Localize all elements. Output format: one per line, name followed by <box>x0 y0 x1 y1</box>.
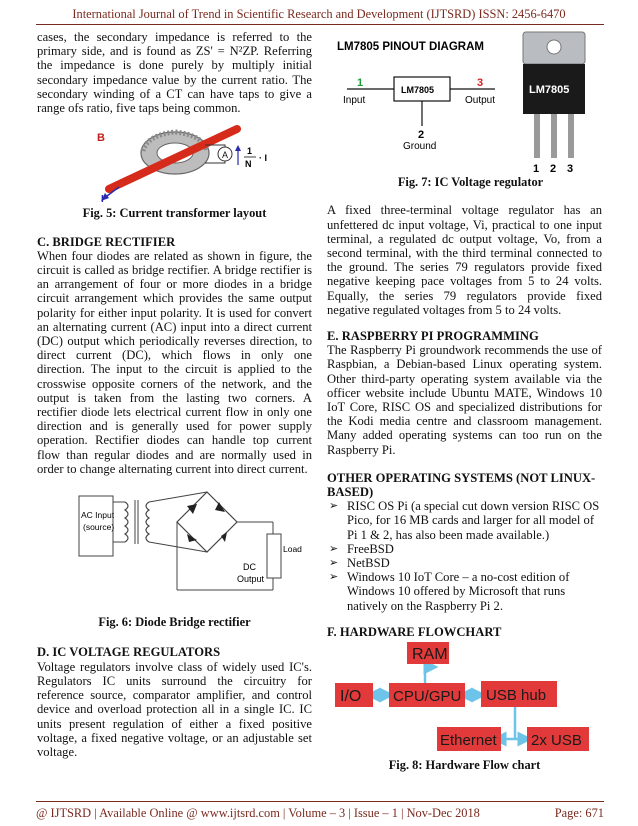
fig8-caption: Fig. 8: Hardware Flow chart <box>388 758 541 773</box>
hardware-flowchart <box>327 639 602 755</box>
leg-label-2: 2 <box>550 163 557 175</box>
ratio-suffix: · I <box>259 153 267 164</box>
svg-text:USB hub: USB hub <box>486 687 547 705</box>
pin3-name: Output <box>465 95 496 106</box>
section-d-title: D. IC VOLTAGE REGULATORS <box>37 645 221 660</box>
label-b: B <box>97 132 105 145</box>
svg-text:2x USB: 2x USB <box>531 732 582 750</box>
intro-paragraph: cases, the secondary impedance is referred to the primary side, and is found as ZS' = N²ZP. Referring the impedance is done purely by multiply initial secondary impedance value by the current ratio. The secondary winding of a CT can have taps to give a range ofs ratio, five taps being common. <box>37 30 312 116</box>
other-os-title: OTHER OPERATING SYSTEMS (NOT LINUX-BASED) <box>327 470 596 500</box>
dc-label: DC <box>243 562 256 573</box>
load-resistor <box>267 522 302 590</box>
fig8-figure <box>327 639 602 772</box>
fig7-figure <box>327 30 602 189</box>
pin3-number: 3 <box>477 77 484 89</box>
section-e-body: The Raspberry Pi groundwork recommends the use of Raspbian, a Debian-based Linux operating system. Other third-party operating system available via the officer website include Ubuntu MATE, Windows 10 IoT Core, RISC OS and specialized distributions for the Kodi media centre and classroom management. Many added operating systems can too run on the Raspberry Pi. <box>327 343 602 457</box>
list-item: ➢ FreeBSD <box>347 542 602 556</box>
section-e-title: E. RASPBERRY PI PROGRAMMING <box>327 329 539 344</box>
node-ram <box>407 642 449 664</box>
left-column <box>37 30 312 759</box>
os-list <box>327 499 602 613</box>
node-cpu <box>389 683 465 707</box>
load-label: Load <box>283 544 302 555</box>
pin1-number: 1 <box>357 77 364 89</box>
node-io <box>335 683 373 707</box>
header-rule <box>36 24 604 25</box>
fig6-caption: Fig. 6: Diode Bridge rectifier <box>98 615 251 630</box>
section-f-title: F. HARDWARE FLOWCHART <box>327 624 502 639</box>
ammeter-label: A <box>222 150 229 161</box>
node-2x-usb <box>527 727 589 751</box>
diode-bridge-diagram <box>37 482 312 612</box>
ac-source-label: (source) <box>83 522 115 533</box>
ac-source <box>79 496 115 556</box>
pinout-title: LM7805 PINOUT DIAGRAM <box>337 41 484 53</box>
page-number: Page: 671 <box>554 806 604 820</box>
label-i: I <box>101 194 104 204</box>
node-ethernet <box>437 727 501 751</box>
fig5-figure <box>37 121 312 220</box>
journal-header: International Journal of Trend in Scientific Research and Development (IJTSRD) ISSN: 2456-6470 <box>72 7 566 21</box>
lm7805-pinout-diagram <box>327 30 602 175</box>
fig7-caption: Fig. 7: IC Voltage regulator <box>397 175 544 190</box>
package-label: LM7805 <box>529 84 570 96</box>
leg-label-3: 3 <box>567 163 574 175</box>
list-item: ➢ NetBSD <box>347 556 602 570</box>
svg-text:Ethernet: Ethernet <box>440 732 497 750</box>
regulator-paragraph: A fixed three-terminal voltage regulator has an unfettered dc input voltage, Vi, practical to one input terminal, a regulated dc output voltage, Vo, from a second terminal, with the third terminal connected to the ground. The series 79 regulators provide fixed negative keeping pace voltages from 5 to 24 volts. Equally, the series 79 regulators provide fixed negative regulated voltages from 5 to 24 volts. <box>327 203 602 317</box>
output-label: Output <box>237 574 265 585</box>
list-item: ➢ Windows 10 IoT Core – a no-cost edition of Windows 10 offered by Microsoft that runs natively on the Raspberry Pi 2. <box>347 570 602 613</box>
footer-rule <box>36 801 604 802</box>
ratio-numerator: 1 <box>247 146 253 157</box>
node-usb-hub <box>481 681 557 707</box>
ratio-denominator: N <box>245 159 252 170</box>
pin2-name: Ground <box>403 141 437 152</box>
fig5-caption: Fig. 5: Current transformer layout <box>82 206 267 221</box>
svg-text:I/O: I/O <box>340 688 362 706</box>
pin2-number: 2 <box>418 129 425 141</box>
ac-input-label: AC Input <box>81 510 115 521</box>
transformer-icon <box>113 500 149 544</box>
pin1-name: Input <box>343 95 366 106</box>
current-transformer-diagram <box>37 121 312 203</box>
right-column <box>327 30 602 773</box>
section-c-title: C. BRIDGE RECTIFIER <box>37 234 176 249</box>
section-c-body: When four diodes are related as shown in figure, the circuit is called as bridge rectifier. A bridge rectifier is an arrangement of four or more diodes in a bridge circuit arrangement which provides the same output polarity for either input polarity. It is used for convert an alternating current (AC) input into a direct current (DC) output which periodically reverses direction, to direct current (DC), which flows in only one direction. The input to the circuit is applied to the crosswise opposite corners of the network, and the output is taken from the lasting two corners. A rectifier diode lets electrical current flow in only one direction and is generally used for power supply operation. Rectifier diodes can handle top current flow than regular diodes and are normally used in order to change alternating current into direct current. <box>37 248 312 476</box>
leg-label-1: 1 <box>533 163 540 175</box>
svg-text:CPU/GPU: CPU/GPU <box>393 688 462 706</box>
footer-left: @ IJTSRD | Available Online @ www.ijtsrd.com | Volume – 3 | Issue – 1 | Nov-Dec 2018 <box>36 806 480 820</box>
list-item: ➢ RISC OS Pi (a special cut down version RISC OS Pico, for 16 MB cards and larger for all model of Pi 1 & 2, has also been made available.) <box>347 499 602 542</box>
to220-package <box>523 32 585 158</box>
fig6-figure <box>37 482 312 629</box>
svg-text:RAM: RAM <box>412 646 448 664</box>
section-d-body: Voltage regulators involve class of widely used IC's. Regulators IC units surround the circuitry for reference source, comparator amplifier, and control device and overload protection all in a single IC. IC units present regulation of either a fixed positive voltage, a fixed negative voltage, or an adjustable set voltage. <box>37 659 312 759</box>
chip-label: LM7805 <box>401 85 435 95</box>
